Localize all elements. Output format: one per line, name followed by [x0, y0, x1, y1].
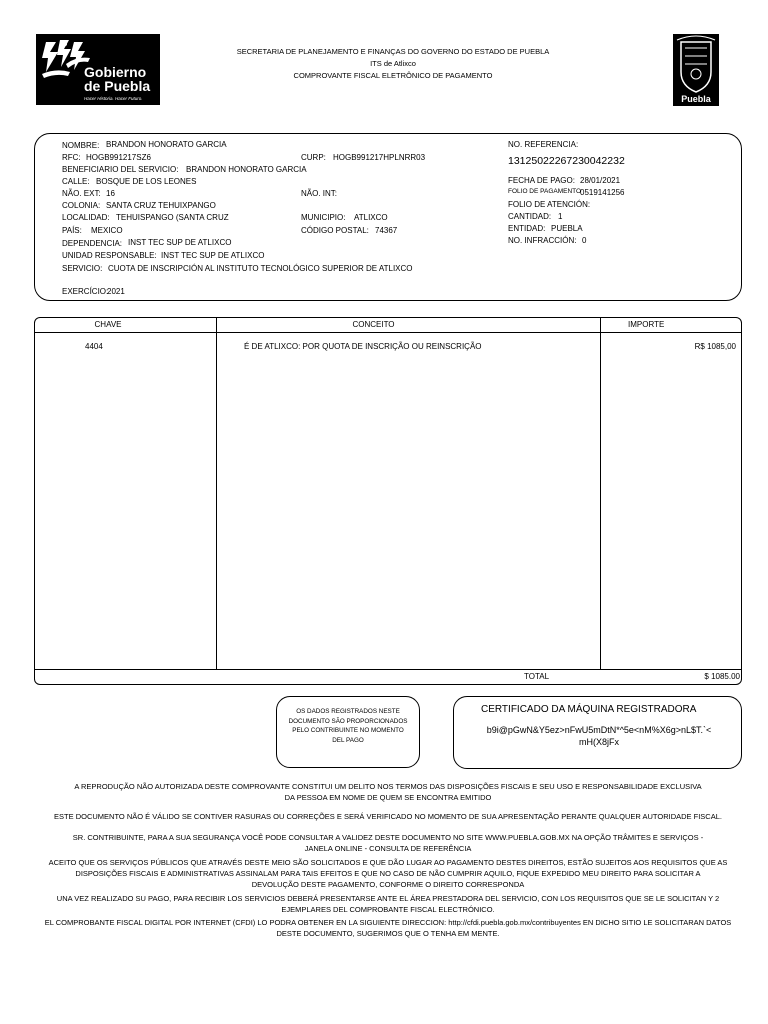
- municipio-label: MUNICIPIO:: [301, 213, 346, 222]
- dependencia-label: DEPENDENCIA:: [62, 239, 123, 248]
- legal-p1-line-1: A REPRODUÇÃO NÃO AUTORIZADA DESTE COMPROVANTE CONSTITUI UM DELITO NOS TERMOS DAS DISPOSIÇÕES FISCAIS E SEU USO E RESPONSABILIDADE EXCLUSIVA: [74, 782, 702, 791]
- legal-paragraph-3: [34, 832, 742, 854]
- unidad-label: UNIDAD RESPONSABLE:: [62, 251, 157, 260]
- cp-value: 74367: [375, 226, 398, 235]
- certificate-code: [462, 724, 736, 748]
- column-header-chave: CHAVE: [94, 320, 122, 329]
- entidad-label: ENTIDAD:: [508, 224, 546, 233]
- servicio-label: SERVICIO:: [62, 264, 103, 273]
- beneficiario-label: BENEFICIARIO DEL SERVICIO:: [62, 165, 179, 174]
- note-line-2: DOCUMENTO SÃO PROPORCIONADOS: [288, 717, 408, 725]
- legal-p5-line-2: EJEMPLARES DEL COMPROBANTE FISCAL ELECTRÓNICO.: [281, 905, 495, 914]
- header-divider: [35, 332, 741, 333]
- folio-pago-value: 0519141256: [580, 188, 625, 197]
- fecha-label: FECHA DE PAGO:: [508, 176, 575, 185]
- row-importe: R$ 1085,00: [694, 342, 736, 351]
- num-ext-value: 16: [106, 189, 115, 198]
- legal-paragraph-5: [34, 893, 742, 915]
- legal-p4-line-2: DISPOSIÇÕES FISCAIS E ADMINISTRATIVAS ASSINALAM PARA TAIS EFEITOS E QUE NO CASO DE NÃO CUMPRIR AQUILO, FIQUE EXPEDIDO MEU DIREITO PARA SOLICITAR A: [75, 869, 701, 878]
- certificate-title: CERTIFICADO DA MÁQUINA REGISTRADORA: [481, 704, 697, 715]
- cp-label: CÓDIGO POSTAL:: [301, 226, 369, 235]
- localidad-label: LOCALIDAD:: [62, 213, 110, 222]
- legal-p1-line-2: DA PESSOA EM NOME DE QUEM SE ENCONTRA EMITIDO: [284, 793, 492, 802]
- column-header-conceito: CONCEITO: [352, 320, 395, 329]
- legal-paragraph-6: [34, 917, 742, 939]
- legal-p6-line-2: DESTE DOCUMENTO, SUGERIMOS QUE O TENHA EM MENTE.: [276, 929, 500, 938]
- row-chave: 4404: [85, 342, 103, 351]
- cantidad-label: CANTIDAD:: [508, 212, 552, 221]
- header-secretaria: SECRETARIA DE PLANEJAMENTO E FINANÇAS DO GOVERNO DO ESTADO DE PUEBLA: [236, 47, 550, 56]
- legal-paragraph-4: [34, 857, 742, 890]
- infraccion-value: 0: [582, 236, 587, 245]
- total-divider: [35, 669, 741, 670]
- puebla-seal-logo: [673, 34, 719, 106]
- folio-pago-label: FOLIO DE PAGAMENTO: [508, 188, 582, 195]
- folio-atencion-label: FOLIO DE ATENCIÓN:: [508, 200, 591, 209]
- cantidad-value: 1: [558, 212, 563, 221]
- nombre-label: NOMBRE:: [62, 141, 100, 150]
- pais-label: PAÍS:: [62, 226, 82, 235]
- logo-text-gobierno: Gobierno: [84, 64, 147, 80]
- fecha-value: 28/01/2021: [580, 176, 621, 185]
- num-int-label: NÃO. INT:: [301, 189, 338, 198]
- legal-p3-line-2: JANELA ONLINE - CONSULTA DE REFERÊNCIA: [304, 844, 472, 853]
- legal-p5-line-1: UNA VEZ REALIZADO SU PAGO, PARA RECIBIR LOS SERVICIOS DEBERÁ PRESENTARSE ANTE EL ÁREA PRESTADORA DEL SERVICIO, CON LOS REQUISITOS QUE SE LE SOLICITAN Y 2: [56, 894, 720, 903]
- beneficiario-value: BRANDON HONORATO GARCIA: [186, 165, 307, 174]
- column-divider-1: [216, 318, 217, 669]
- logo-text-puebla: de Puebla: [84, 78, 151, 94]
- pais-value: MEXICO: [91, 226, 123, 235]
- gobierno-puebla-logo: [36, 34, 160, 105]
- total-label: TOTAL: [524, 672, 550, 681]
- logo-tagline: Hacer Historia. Hacer Futuro.: [84, 96, 143, 101]
- dependencia-value: INST TEC SUP DE ATLIXCO: [128, 238, 232, 247]
- referencia-label: NO. REFERENCIA:: [508, 140, 579, 149]
- legal-paragraph-1: [34, 781, 742, 803]
- legal-p3-line-1: SR. CONTRIBUINTE, PARA A SUA SEGURANÇA VOCÊ PODE CONSULTAR A VALIDEZ DESTE DOCUMENTO NO SITE WWW.PUEBLA.GOB.MX NA OPÇÃO TRÂMITES E SERVIÇOS -: [72, 833, 704, 842]
- row-conceito: É DE ATLIXCO: POR QUOTA DE INSCRIÇÃO OU REINSCRIÇÃO: [244, 342, 482, 351]
- calle-value: BOSQUE DE LOS LEONES: [96, 177, 197, 186]
- total-value: $ 1085.00: [704, 672, 740, 681]
- ejercicio-label: EXERCÍCIO:: [62, 287, 109, 296]
- column-header-importe: IMPORTE: [628, 320, 665, 329]
- header-its: ITS de Atlixco: [370, 59, 416, 68]
- nombre-value: BRANDON HONORATO GARCIA: [106, 140, 227, 149]
- municipio-value: ATLIXCO: [354, 213, 388, 222]
- unidad-value: INST TEC SUP DE ATLIXCO: [161, 251, 265, 260]
- entidad-value: PUEBLA: [551, 224, 583, 233]
- legal-paragraph-2: [34, 811, 742, 822]
- curp-value: HOGB991217HPLNRR03: [333, 153, 426, 162]
- legal-p6-line-1: EL COMPROBANTE FISCAL DIGITAL POR INTERNET (CFDI) LO PODRA OBTENER EN LA SIGUIENTE DIRECCION: http://cfdi.puebla.gob.mx/contribuyentes EN DICHO SITIO LE SOLICITARAN DATOS: [44, 918, 732, 927]
- referencia-value: 13125022267230042232: [508, 155, 625, 167]
- infraccion-label: NO. INFRACCIÓN:: [508, 236, 577, 245]
- note-line-1: OS DADOS REGISTRADOS NESTE: [296, 708, 400, 715]
- colonia-value: SANTA CRUZ TEHUIXPANGO: [106, 201, 216, 210]
- header-comprovante: COMPROVANTE FISCAL ELETRÔNICO DE PAGAMENTO: [293, 71, 493, 80]
- note-line-3: PELO CONTRIBUINTE NO MOMENTO: [292, 727, 404, 734]
- colonia-label: COLONIA:: [62, 201, 101, 210]
- column-divider-2: [600, 318, 601, 669]
- legal-p4-line-1: ACEITO QUE OS SERVIÇOS PÚBLICOS QUE ATRAVÉS DESTE MEIO SÃO SOLICITADOS E QUE DÃO LUGAR AO PAGAMENTO DESTES DIREITOS, ESTÃO SUJEITOS AOS REQUISITOS QUE AS: [48, 858, 728, 867]
- seal-text: Puebla: [681, 94, 711, 104]
- data-note-text: [276, 707, 420, 745]
- servicio-value: CUOTA DE INSCRIPCIÓN AL INSTITUTO TECNOLÓGICO SUPERIOR DE ATLIXCO: [108, 264, 413, 273]
- legal-p2-line-1: ESTE DOCUMENTO NÃO É VÁLIDO SE CONTIVER RASURAS OU CORREÇÕES E SERÁ VERIFICADO NO MOMENTO DE SUA APRESENTAÇÃO PERANTE QUALQUER AUTORIDADE FISCAL.: [54, 812, 722, 821]
- ejercicio-value: 2021: [107, 287, 125, 296]
- rfc-value: HOGB991217SZ6: [86, 153, 151, 162]
- localidad-value: TEHUISPANGO (SANTA CRUZ: [116, 213, 229, 222]
- certificate-code-line-2: mH(X8jFx: [579, 737, 619, 747]
- legal-p4-line-3: DEVOLUÇÃO DESTE PAGAMENTO, CONFORME O DIREITO CORRESPONDA: [251, 880, 525, 889]
- calle-label: CALLE:: [62, 177, 90, 186]
- num-ext-label: NÃO. EXT:: [62, 189, 101, 198]
- note-line-4: DEL PAGO: [332, 736, 364, 744]
- curp-label: CURP:: [301, 153, 326, 162]
- concepts-table: [34, 317, 742, 685]
- certificate-code-line-1: b9i@pGwN&Y5ez>nFwU5mDtN*^5e<nM%X6g>nL$T.`<: [486, 725, 712, 735]
- rfc-label: RFC:: [62, 153, 81, 162]
